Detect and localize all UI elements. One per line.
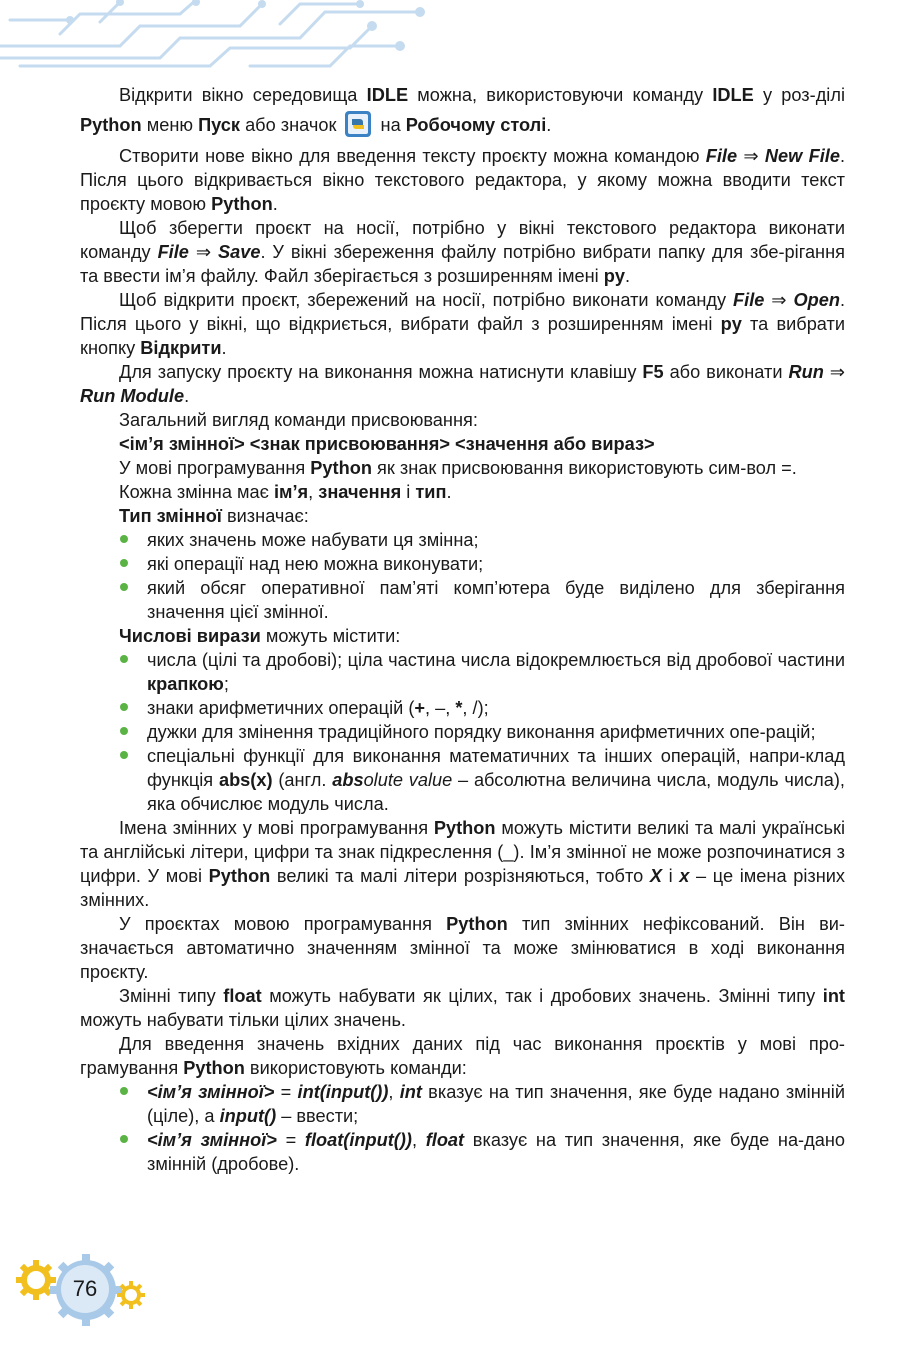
- paragraph-run: Для запуску проєкту на виконання можна натиснути клавішу F5 або виконати Run ⇒ Run Module.: [80, 362, 846, 407]
- python-idle-icon: [344, 110, 372, 138]
- paragraph-dynamic-type: У проєктах мовою програмування Python тип змінних нефіксований. Він ви-значається автоматично значенням змінної та може змінюватися в ході виконання проєкту.: [80, 914, 845, 983]
- page-content: [80, 80, 845, 1176]
- list-item: які операції над нею можна виконувати;: [147, 552, 845, 576]
- list-item: знаки арифметичних операцій (+, –, *, /);: [147, 696, 845, 720]
- input-list: [80, 1080, 845, 1176]
- paragraph-variable-props: Кожна змінна має ім’я, значення і тип.: [119, 482, 452, 503]
- paragraph-numeric-expr: Числові вирази можуть містити:: [119, 626, 401, 647]
- type-list: [80, 528, 845, 624]
- list-item: числа (цілі та дробові); ціла частина числа відокремлюється від дробової частини крапкою;: [147, 650, 845, 695]
- paragraph-open: Щоб відкрити проєкт, збережений на носії, потрібно виконати команду File ⇒ Open. Після цього у вікні, що відкриється, вибрати файл з розширенням імені py та вибрати кнопку Відкрити.: [80, 290, 846, 359]
- paragraph-names: Імена змінних у мові програмування Python можуть містити великі та малі українські та англійські літери, цифри та знак підкреслення (_). Ім’я змінної не може розпочинатися з цифри. У мові Python великі та малі літери розрізняються, тобто X і x – це імена різних змінних.: [80, 818, 846, 911]
- list-item: <ім’я змінної> = float(input()), float вказує на тип значення, яке буде на-дано змінній (дробове).: [147, 1130, 845, 1175]
- paragraph-save: Щоб зберегти проєкт на носії, потрібно у вікні текстового редактора виконати команду File ⇒ Save. У вікні збереження файлу потрібно вибрати папку для збе-рігання та ввести ім’я файлу. Файл зберігається з розширенням імені py.: [80, 218, 845, 287]
- paragraph-assign-symbol: У мові програмування Python як знак присвоювання використовують сим-вол =.: [119, 458, 797, 479]
- gear-icon: [116, 1280, 146, 1310]
- paragraph-new-file: Створити нове вікно для введення тексту проєкту можна командою File ⇒ New File. Після цього відкривається вікно текстового редактора, у якому можна вводити текст проєкту мовою Python.: [80, 146, 845, 215]
- list-item: яких значень може набувати ця змінна;: [147, 528, 845, 552]
- assignment-syntax: <ім’я змінної> <знак присвоювання> <значення або вираз>: [119, 434, 655, 455]
- paragraph-input: Для введення значень вхідних даних під час виконання проєктів у мові про-грамування Python використовують команди:: [80, 1034, 845, 1079]
- assignment-intro: Загальний вигляд команди присвоювання:: [119, 410, 478, 431]
- list-item: дужки для змінення традиційного порядку виконання арифметичних опе-рацій;: [147, 720, 845, 744]
- paragraph-idle: Відкрити вікно середовища IDLE можна, використовуючи команду IDLE у роз-ділі Python меню Пуск або значок на Робочому столі.: [80, 80, 845, 140]
- list-item: який обсяг оперативної пам’яті комп’ютера буде виділено для зберігання значення цієї змінної.: [147, 578, 845, 623]
- list-item: <ім’я змінної> = int(input()), int вказує на тип значення, яке буде надано змінній (ціле), а input() – ввести;: [147, 1082, 846, 1127]
- paragraph-float-int: Змінні типу float можуть набувати як цілих, так і дробових значень. Змінні типу int можуть набувати тільки цілих значень.: [80, 986, 845, 1031]
- page-number: 76: [61, 1265, 109, 1313]
- paragraph-type-defines: Тип змінної визначає:: [119, 506, 309, 527]
- list-item: спеціальні функції для виконання математичних та інших операцій, напри-клад функція abs(x) (англ. absolute value – абсолютна величина числа, модуль числа), яка обчислює модуль числа.: [147, 746, 845, 815]
- circuit-decoration: [0, 0, 430, 70]
- numeric-list: [80, 648, 845, 816]
